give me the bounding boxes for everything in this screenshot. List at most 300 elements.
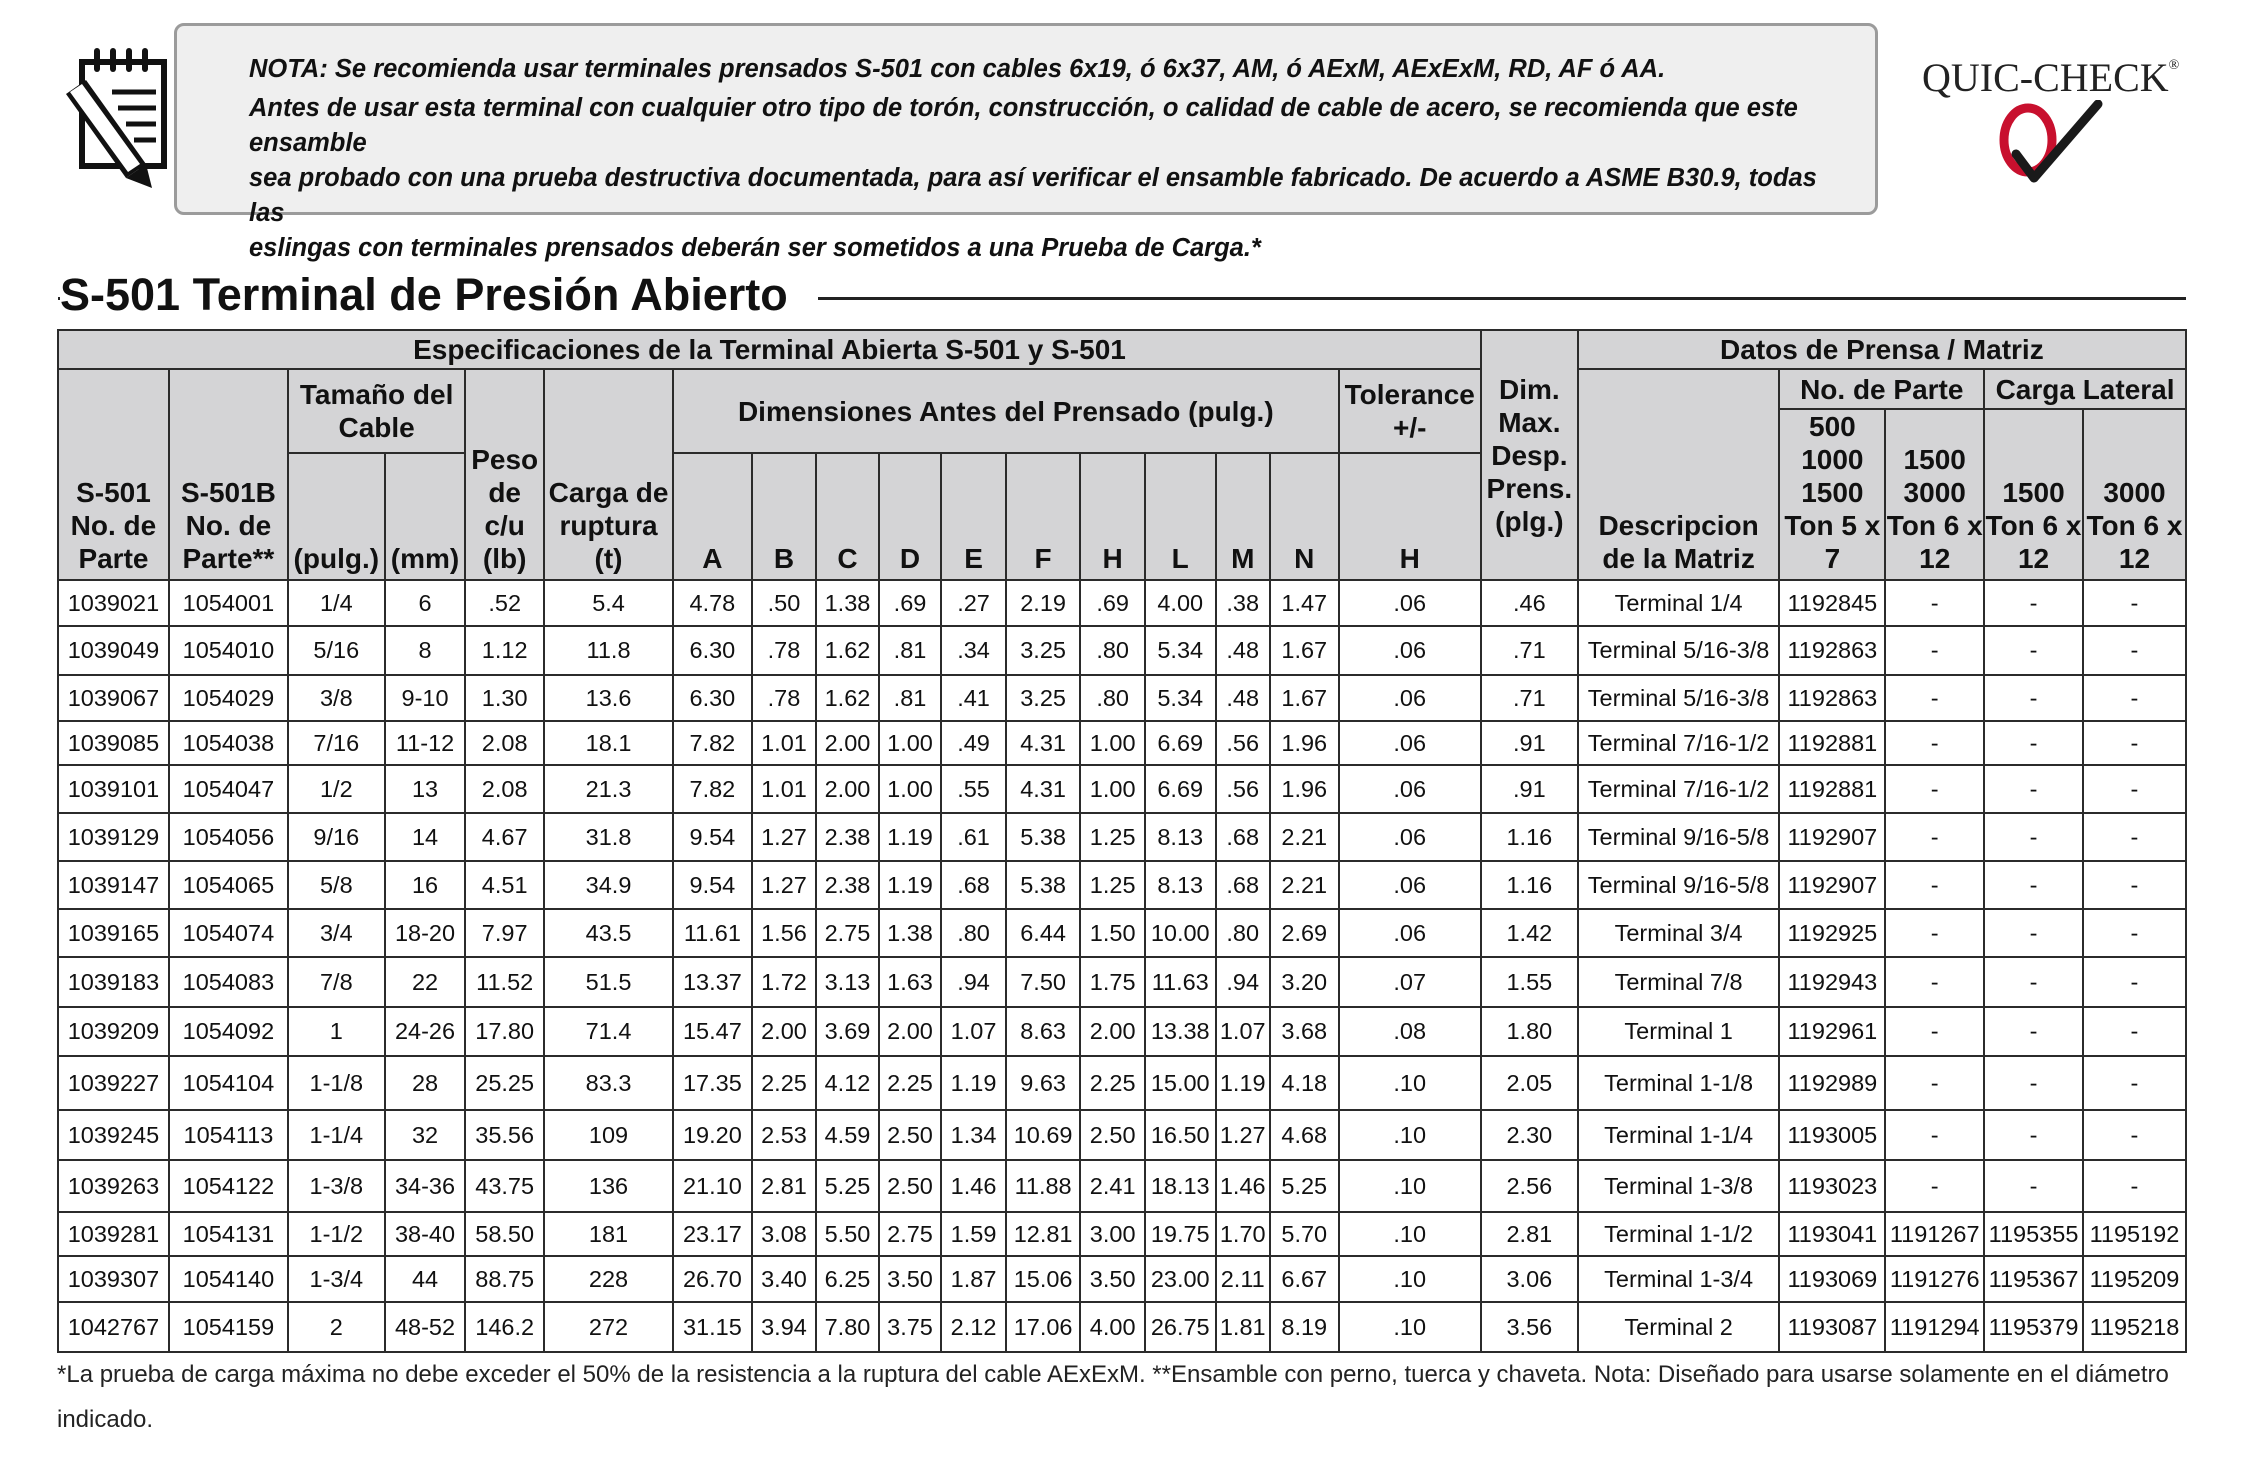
- table-cell: 1195355: [1984, 1212, 2083, 1256]
- table-cell: 3.69: [816, 1007, 879, 1056]
- table-cell: 1193023: [1779, 1160, 1885, 1212]
- dim-e-header: E: [941, 453, 1006, 580]
- table-cell: 146.2: [465, 1302, 544, 1352]
- table-cell: -: [2083, 957, 2186, 1007]
- table-cell: 38-40: [385, 1212, 466, 1256]
- table-cell: 11.61: [673, 909, 752, 957]
- table-cell: 1-3/8: [288, 1160, 385, 1212]
- table-cell: 2.11: [1216, 1256, 1270, 1302]
- table-cell: .55: [941, 765, 1006, 813]
- table-cell: 34-36: [385, 1160, 466, 1212]
- table-cell: .56: [1216, 765, 1270, 813]
- table-cell: .06: [1339, 626, 1481, 675]
- table-cell: .06: [1339, 765, 1481, 813]
- table-cell: -: [1885, 721, 1984, 765]
- tol-h-header: H: [1339, 453, 1481, 580]
- table-cell: 5.34: [1145, 675, 1216, 721]
- note-line: Antes de usar esta terminal con cualquier otro tipo de torón, construcción, o calidad de cable de acero, se recomienda que este ensamble: [249, 94, 1798, 157]
- table-cell: 1054083: [169, 957, 288, 1007]
- table-cell: .49: [941, 721, 1006, 765]
- table-cell: 1192907: [1779, 861, 1885, 909]
- table-cell: -: [1885, 957, 1984, 1007]
- table-cell: 23.00: [1145, 1256, 1216, 1302]
- table-cell: -: [1984, 1007, 2083, 1056]
- table-cell: Terminal 1-1/2: [1578, 1212, 1780, 1256]
- table-cell: 3.13: [816, 957, 879, 1007]
- table-cell: 9.54: [673, 813, 752, 861]
- table-cell: 1039049: [58, 626, 169, 675]
- table-cell: 1054010: [169, 626, 288, 675]
- table-cell: -: [2083, 1110, 2186, 1160]
- quic-check-logo: [1922, 50, 2182, 180]
- table-cell: 1.19: [879, 861, 942, 909]
- table-cell: 1.75: [1080, 957, 1145, 1007]
- press-col-4-header: 3000 Ton 6 x 12: [2083, 409, 2186, 580]
- table-cell: 1192925: [1779, 909, 1885, 957]
- table-cell: .78: [752, 626, 817, 675]
- table-cell: 272: [544, 1302, 673, 1352]
- table-cell: 1.62: [816, 626, 879, 675]
- table-cell: 4.12: [816, 1056, 879, 1110]
- table-cell: 35.56: [465, 1110, 544, 1160]
- table-cell: -: [2083, 1056, 2186, 1110]
- table-cell: 6.30: [673, 626, 752, 675]
- table-cell: 1054065: [169, 861, 288, 909]
- table-cell: -: [1885, 1007, 1984, 1056]
- table-cell: 1193041: [1779, 1212, 1885, 1256]
- table-cell: 1193005: [1779, 1110, 1885, 1160]
- table-cell: .56: [1216, 721, 1270, 765]
- table-cell: 2: [288, 1302, 385, 1352]
- table-cell: 1.81: [1216, 1302, 1270, 1352]
- table-cell: 1.67: [1270, 675, 1339, 721]
- table-cell: 4.68: [1270, 1110, 1339, 1160]
- table-cell: 3.50: [1080, 1256, 1145, 1302]
- table-cell: 1.30: [465, 675, 544, 721]
- table-cell: .68: [1216, 861, 1270, 909]
- table-cell: -: [1885, 765, 1984, 813]
- table-row: [58, 1007, 2186, 1056]
- table-cell: .52: [465, 580, 544, 626]
- table-cell: .10: [1339, 1256, 1481, 1302]
- table-cell: 15.00: [1145, 1056, 1216, 1110]
- table-cell: 3.56: [1481, 1302, 1578, 1352]
- table-cell: 2.19: [1006, 580, 1081, 626]
- table-cell: 5.4: [544, 580, 673, 626]
- table-row: [58, 675, 2186, 721]
- table-cell: 3.20: [1270, 957, 1339, 1007]
- table-cell: 16: [385, 861, 466, 909]
- table-cell: 10.69: [1006, 1110, 1081, 1160]
- table-cell: 6.67: [1270, 1256, 1339, 1302]
- table-cell: 28: [385, 1056, 466, 1110]
- table-cell: 13.38: [1145, 1007, 1216, 1056]
- table-cell: -: [1984, 765, 2083, 813]
- table-row: [58, 721, 2186, 765]
- table-cell: 6: [385, 580, 466, 626]
- table-cell: -: [1885, 1160, 1984, 1212]
- table-cell: 1039085: [58, 721, 169, 765]
- table-cell: 1039263: [58, 1160, 169, 1212]
- table-cell: 4.00: [1145, 580, 1216, 626]
- spec-table: [57, 329, 2187, 1353]
- table-cell: Terminal 1-3/4: [1578, 1256, 1780, 1302]
- table-cell: 5.25: [816, 1160, 879, 1212]
- table-cell: -: [1885, 675, 1984, 721]
- table-cell: -: [1885, 580, 1984, 626]
- table-cell: 5.70: [1270, 1212, 1339, 1256]
- table-cell: 11.63: [1145, 957, 1216, 1007]
- section-title: [58, 266, 2186, 326]
- table-cell: 23.17: [673, 1212, 752, 1256]
- table-cell: 1192863: [1779, 675, 1885, 721]
- table-row: [58, 1302, 2186, 1352]
- table-cell: .80: [1080, 675, 1145, 721]
- table-cell: -: [2083, 813, 2186, 861]
- table-cell: 5.50: [816, 1212, 879, 1256]
- table-cell: 1.96: [1270, 721, 1339, 765]
- note-box: [174, 23, 1878, 262]
- table-cell: 1.59: [941, 1212, 1006, 1256]
- table-cell: 8.63: [1006, 1007, 1081, 1056]
- table-cell: 1.56: [752, 909, 817, 957]
- table-cell: 1.27: [752, 813, 817, 861]
- table-cell: 22: [385, 957, 466, 1007]
- table-cell: 83.3: [544, 1056, 673, 1110]
- table-cell: 11.88: [1006, 1160, 1081, 1212]
- table-cell: 1192943: [1779, 957, 1885, 1007]
- table-cell: 5.38: [1006, 861, 1081, 909]
- table-cell: .07: [1339, 957, 1481, 1007]
- table-cell: 1195379: [1984, 1302, 2083, 1352]
- table-cell: .71: [1481, 626, 1578, 675]
- table-cell: 9/16: [288, 813, 385, 861]
- carga-header: Carga de ruptura (t): [544, 369, 673, 580]
- table-cell: 1039183: [58, 957, 169, 1007]
- table-cell: 1054074: [169, 909, 288, 957]
- table-cell: 1039245: [58, 1110, 169, 1160]
- table-cell: .91: [1481, 721, 1578, 765]
- table-cell: Terminal 9/16-5/8: [1578, 861, 1780, 909]
- dim-f-header: F: [1006, 453, 1081, 580]
- table-cell: 14: [385, 813, 466, 861]
- table-cell: 1.72: [752, 957, 817, 1007]
- table-cell: 2.69: [1270, 909, 1339, 957]
- table-row: [58, 580, 2186, 626]
- table-cell: 3.50: [879, 1256, 942, 1302]
- dim-a-header: A: [673, 453, 752, 580]
- table-cell: 2.00: [816, 765, 879, 813]
- table-cell: 1.55: [1481, 957, 1578, 1007]
- table-cell: 7/8: [288, 957, 385, 1007]
- table-cell: .10: [1339, 1160, 1481, 1212]
- table-row: [58, 1110, 2186, 1160]
- table-cell: .10: [1339, 1212, 1481, 1256]
- table-cell: Terminal 7/8: [1578, 957, 1780, 1007]
- table-cell: 1192863: [1779, 626, 1885, 675]
- table-cell: 10.00: [1145, 909, 1216, 957]
- press-col-2-header: 1500 3000 Ton 6 x 12: [1885, 409, 1984, 580]
- table-cell: 1.19: [1216, 1056, 1270, 1110]
- table-cell: 18.13: [1145, 1160, 1216, 1212]
- carga-lateral-header: Carga Lateral: [1984, 369, 2186, 409]
- table-cell: Terminal 1-1/4: [1578, 1110, 1780, 1160]
- table-cell: -: [1885, 1110, 1984, 1160]
- table-cell: 7.82: [673, 721, 752, 765]
- table-row: [58, 1160, 2186, 1212]
- table-cell: 26.75: [1145, 1302, 1216, 1352]
- table-cell: 2.00: [879, 1007, 942, 1056]
- s501b-header: S-501B No. de Parte**: [169, 369, 288, 580]
- table-cell: .80: [941, 909, 1006, 957]
- page-title: S-501 Terminal de Presión Abierto: [60, 266, 818, 324]
- table-cell: 3.75: [879, 1302, 942, 1352]
- table-cell: 11.8: [544, 626, 673, 675]
- table-cell: .68: [941, 861, 1006, 909]
- table-cell: 26.70: [673, 1256, 752, 1302]
- table-cell: 4.18: [1270, 1056, 1339, 1110]
- table-cell: 13.37: [673, 957, 752, 1007]
- table-cell: 1039281: [58, 1212, 169, 1256]
- table-cell: Terminal 1-1/8: [1578, 1056, 1780, 1110]
- table-cell: 17.35: [673, 1056, 752, 1110]
- table-cell: 1-3/4: [288, 1256, 385, 1302]
- dimmax-header: Dim. Max. Desp. Prens. (plg.): [1481, 330, 1578, 580]
- table-cell: -: [1984, 1056, 2083, 1110]
- table-cell: 1191267: [1885, 1212, 1984, 1256]
- table-cell: 1192881: [1779, 721, 1885, 765]
- table-cell: 1.96: [1270, 765, 1339, 813]
- table-cell: -: [1984, 909, 2083, 957]
- table-cell: 16.50: [1145, 1110, 1216, 1160]
- table-cell: 1039209: [58, 1007, 169, 1056]
- table-cell: 1192907: [1779, 813, 1885, 861]
- table-cell: 2.00: [816, 721, 879, 765]
- table-cell: 8.19: [1270, 1302, 1339, 1352]
- table-row: [58, 909, 2186, 957]
- table-cell: 1192881: [1779, 765, 1885, 813]
- table-cell: .80: [1080, 626, 1145, 675]
- table-cell: .46: [1481, 580, 1578, 626]
- tolerance-header: Tolerance +/-: [1339, 369, 1481, 453]
- table-cell: .06: [1339, 909, 1481, 957]
- table-cell: 1.46: [1216, 1160, 1270, 1212]
- table-cell: 1054029: [169, 675, 288, 721]
- table-cell: 1039307: [58, 1256, 169, 1302]
- table-cell: -: [2083, 861, 2186, 909]
- table-cell: 2.75: [816, 909, 879, 957]
- table-cell: 1.25: [1080, 813, 1145, 861]
- table-cell: 1054104: [169, 1056, 288, 1110]
- noparte-header: No. de Parte: [1779, 369, 1984, 409]
- table-cell: 1039101: [58, 765, 169, 813]
- table-cell: 17.06: [1006, 1302, 1081, 1352]
- table-cell: 1.19: [879, 813, 942, 861]
- press-col-1-header: 500 1000 1500 Ton 5 x 7: [1779, 409, 1885, 580]
- table-cell: 1054056: [169, 813, 288, 861]
- table-cell: 7.50: [1006, 957, 1081, 1007]
- table-cell: 1.25: [1080, 861, 1145, 909]
- table-cell: 1.01: [752, 765, 817, 813]
- table-cell: 3/8: [288, 675, 385, 721]
- table-cell: 1.27: [752, 861, 817, 909]
- table-cell: 1054140: [169, 1256, 288, 1302]
- table-cell: .10: [1339, 1302, 1481, 1352]
- table-cell: 2.81: [1481, 1212, 1578, 1256]
- table-cell: .94: [1216, 957, 1270, 1007]
- table-cell: 1.67: [1270, 626, 1339, 675]
- table-cell: 13.6: [544, 675, 673, 721]
- table-cell: 2.41: [1080, 1160, 1145, 1212]
- table-cell: 51.5: [544, 957, 673, 1007]
- table-cell: 4.31: [1006, 765, 1081, 813]
- table-cell: 2.50: [879, 1160, 942, 1212]
- table-cell: 8.13: [1145, 813, 1216, 861]
- table-cell: 1039227: [58, 1056, 169, 1110]
- table-cell: .38: [1216, 580, 1270, 626]
- table-cell: Terminal 7/16-1/2: [1578, 721, 1780, 765]
- table-cell: .06: [1339, 580, 1481, 626]
- table-cell: 5/16: [288, 626, 385, 675]
- note-line: sea probado con una prueba destructiva documentada, para así verificar el ensamble fabricado. De acuerdo a ASME B30.9, todas las: [249, 164, 1817, 227]
- table-cell: .06: [1339, 861, 1481, 909]
- table-cell: -: [2083, 1160, 2186, 1212]
- table-cell: -: [1984, 626, 2083, 675]
- table-cell: -: [1885, 861, 1984, 909]
- table-cell: -: [1885, 909, 1984, 957]
- table-cell: 1.16: [1481, 861, 1578, 909]
- table-cell: 1054038: [169, 721, 288, 765]
- table-cell: .10: [1339, 1110, 1481, 1160]
- table-cell: 4.59: [816, 1110, 879, 1160]
- table-cell: .71: [1481, 675, 1578, 721]
- table-cell: 1192989: [1779, 1056, 1885, 1110]
- table-cell: .81: [879, 675, 942, 721]
- table-cell: 1/2: [288, 765, 385, 813]
- table-cell: -: [2083, 626, 2186, 675]
- table-cell: 2.21: [1270, 813, 1339, 861]
- table-cell: 5.38: [1006, 813, 1081, 861]
- note-line: eslingas con terminales prensados deberán ser sometidos a una Prueba de Carga.*: [249, 234, 1261, 262]
- dimensiones-header: Dimensiones Antes del Prensado (pulg.): [673, 369, 1338, 453]
- table-cell: 1039165: [58, 909, 169, 957]
- table-cell: Terminal 9/16-5/8: [1578, 813, 1780, 861]
- table-row: [58, 813, 2186, 861]
- table-cell: 3.00: [1080, 1212, 1145, 1256]
- table-cell: 3.40: [752, 1256, 817, 1302]
- table-cell: 1.38: [879, 909, 942, 957]
- group-press-header: Datos de Prensa / Matriz: [1578, 330, 2186, 369]
- table-cell: 12.81: [1006, 1212, 1081, 1256]
- table-cell: 1.47: [1270, 580, 1339, 626]
- table-cell: 7.97: [465, 909, 544, 957]
- table-cell: -: [1984, 580, 2083, 626]
- table-cell: 44: [385, 1256, 466, 1302]
- table-cell: 2.53: [752, 1110, 817, 1160]
- table-cell: 5.25: [1270, 1160, 1339, 1212]
- table-cell: .48: [1216, 626, 1270, 675]
- table-cell: 2.08: [465, 765, 544, 813]
- table-cell: 6.69: [1145, 721, 1216, 765]
- dim-c-header: C: [816, 453, 879, 580]
- table-row: [58, 957, 2186, 1007]
- table-cell: 21.3: [544, 765, 673, 813]
- table-cell: 18-20: [385, 909, 466, 957]
- table-cell: -: [1984, 813, 2083, 861]
- table-cell: 1-1/8: [288, 1056, 385, 1110]
- table-cell: .61: [941, 813, 1006, 861]
- table-cell: 5.34: [1145, 626, 1216, 675]
- footnote: *La prueba de carga máxima no debe exceder el 50% de la resistencia a la ruptura del cable AExExM. **Ensamble con perno, tuerca y chaveta. Nota: Diseñado para usarse solamente en el diámetro indicado.: [57, 1361, 2169, 1433]
- table-cell: -: [2083, 580, 2186, 626]
- table-cell: 3.06: [1481, 1256, 1578, 1302]
- table-cell: -: [2083, 909, 2186, 957]
- table-row: [58, 765, 2186, 813]
- check-mark-icon: [1994, 100, 2104, 191]
- table-cell: 2.00: [1080, 1007, 1145, 1056]
- table-cell: 58.50: [465, 1212, 544, 1256]
- table-cell: 2.12: [941, 1302, 1006, 1352]
- table-cell: 2.38: [816, 861, 879, 909]
- table-cell: 181: [544, 1212, 673, 1256]
- table-cell: 19.75: [1145, 1212, 1216, 1256]
- table-cell: 1054113: [169, 1110, 288, 1160]
- table-cell: 88.75: [465, 1256, 544, 1302]
- table-cell: 6.44: [1006, 909, 1081, 957]
- spec-table-body: [58, 580, 2186, 1352]
- table-cell: Terminal 1/4: [1578, 580, 1780, 626]
- table-cell: 1-1/4: [288, 1110, 385, 1160]
- table-cell: 1054159: [169, 1302, 288, 1352]
- notepad-pencil-icon: [60, 46, 176, 190]
- dim-h-header: H: [1080, 453, 1145, 580]
- table-cell: 1.42: [1481, 909, 1578, 957]
- table-cell: 4.51: [465, 861, 544, 909]
- table-cell: 1195209: [2083, 1256, 2186, 1302]
- table-cell: 1054122: [169, 1160, 288, 1212]
- dim-n-header: N: [1270, 453, 1339, 580]
- table-cell: 1.07: [1216, 1007, 1270, 1056]
- table-cell: 43.5: [544, 909, 673, 957]
- table-cell: 1039021: [58, 580, 169, 626]
- table-cell: 1/4: [288, 580, 385, 626]
- table-cell: Terminal 7/16-1/2: [1578, 765, 1780, 813]
- table-cell: .81: [879, 626, 942, 675]
- table-cell: .48: [1216, 675, 1270, 721]
- table-cell: 1192845: [1779, 580, 1885, 626]
- table-cell: .94: [941, 957, 1006, 1007]
- table-cell: 2.25: [752, 1056, 817, 1110]
- table-cell: 1191294: [1885, 1302, 1984, 1352]
- table-cell: 1-1/2: [288, 1212, 385, 1256]
- table-cell: 17.80: [465, 1007, 544, 1056]
- table-cell: 1054001: [169, 580, 288, 626]
- table-cell: 1.00: [1080, 721, 1145, 765]
- table-cell: .34: [941, 626, 1006, 675]
- table-cell: 2.50: [1080, 1110, 1145, 1160]
- table-row: [58, 1256, 2186, 1302]
- table-cell: 11.52: [465, 957, 544, 1007]
- table-cell: 6.69: [1145, 765, 1216, 813]
- press-col-3-header: 1500 Ton 6 x 12: [1984, 409, 2083, 580]
- table-cell: 9-10: [385, 675, 466, 721]
- table-cell: -: [1984, 957, 2083, 1007]
- table-cell: 1.16: [1481, 813, 1578, 861]
- table-cell: 1195367: [1984, 1256, 2083, 1302]
- table-cell: .69: [879, 580, 942, 626]
- table-cell: Terminal 5/16-3/8: [1578, 626, 1780, 675]
- table-cell: 43.75: [465, 1160, 544, 1212]
